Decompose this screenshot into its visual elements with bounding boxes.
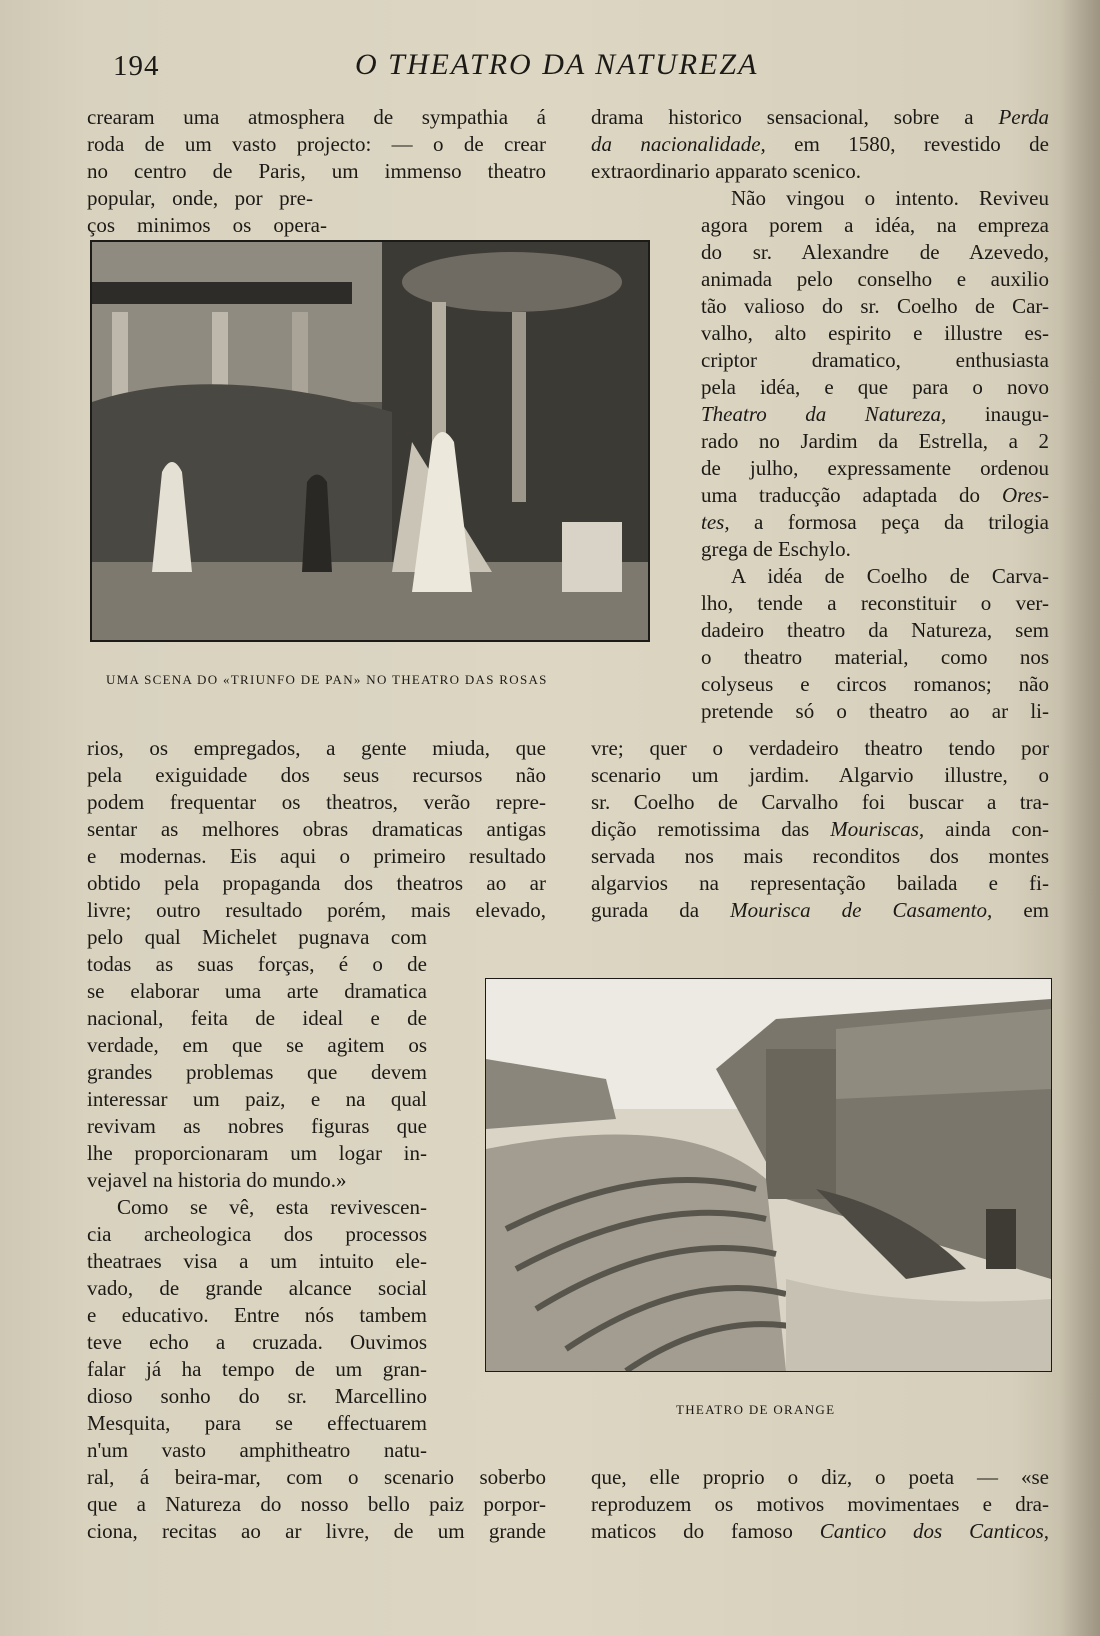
text-line: popular, onde, por pre- <box>87 186 313 210</box>
text-line <box>591 131 1049 158</box>
text-line: roda de um vasto projecto: — o de crear <box>87 132 546 156</box>
text-run: a formosa peça da trilogia <box>729 510 1049 534</box>
text-line: agora porem a idéa, na empreza <box>701 213 1049 237</box>
text-line: pretende só o theatro ao ar li- <box>701 699 1049 723</box>
text-line: crearam uma atmosphera de sympathia á <box>87 105 546 129</box>
italic-title: da nacionalidade, <box>591 132 766 156</box>
text-line: vre; quer o verdadeiro theatro tendo por <box>591 736 1049 760</box>
text-line: criptor dramatico, enthusiasta <box>701 348 1049 372</box>
text-line: livre; outro resultado porém, mais elevado, <box>87 898 546 922</box>
text-line: todas as suas forças, é o de <box>87 952 427 976</box>
italic-title: Theatro da Natureza, <box>701 402 947 426</box>
text-line: rado no Jardim da Estrella, a 2 <box>701 429 1049 453</box>
italic-title: tes, <box>701 510 730 534</box>
text-line: reproduzem os motivos movimentaes e dra- <box>591 1492 1049 1516</box>
photo-caption: UMA SCENA DO «TRIUNFO DE PAN» NO THEATRO DAS ROSAS <box>106 672 548 687</box>
text-line: servada nos mais reconditos dos montes <box>591 844 1049 868</box>
italic-title: Cantico dos Canticos, <box>819 1519 1049 1543</box>
text-run: em 1580, revestido de <box>765 132 1049 156</box>
text-line: pela idéa, e que para o novo <box>701 375 1049 399</box>
text-line: pela exiguidade dos seus recursos não <box>87 763 546 787</box>
text-line: grega de Eschylo. <box>701 537 851 561</box>
text-line <box>701 401 1049 428</box>
text-line: e educativo. Entre nós tambem <box>87 1303 427 1327</box>
text-line: algarvios na representação bailada e fi- <box>591 871 1049 895</box>
text-line: cia archeologica dos processos <box>87 1222 427 1246</box>
text-line: dioso sonho do sr. Marcellino <box>87 1384 427 1408</box>
text-line <box>701 509 1049 536</box>
text-line: ciona, recitas ao ar livre, de um grande <box>87 1519 546 1543</box>
text-line: theatraes visa a um intuito ele- <box>87 1249 427 1273</box>
text-line: se elaborar uma arte dramatica <box>87 979 427 1003</box>
text-line: ços minimos os opera- <box>87 213 327 237</box>
text-run: em <box>992 898 1049 922</box>
text-line <box>701 482 1049 509</box>
text-line: valho, alto espirito e illustre es- <box>701 321 1049 345</box>
italic-title: Ores- <box>1001 483 1049 507</box>
photo-triunfo-de-pan <box>90 240 650 642</box>
text-line: no centro de Paris, um immenso theatro <box>87 159 546 183</box>
text-run: uma traducção adaptada do <box>701 483 1002 507</box>
text-line: pelo qual Michelet pugnava com <box>87 925 427 949</box>
text-line: sentar as melhores obras dramaticas antigas <box>87 817 546 841</box>
text-line: colyseus e circos romanos; não <box>701 672 1049 696</box>
text-line: nacional, feita de ideal e de <box>87 1006 427 1030</box>
text-line: Como se vê, esta revivescen- <box>117 1195 427 1219</box>
text-line: ral, á beira-mar, com o scenario soberbo <box>87 1465 546 1489</box>
text-line: o theatro material, como nos <box>701 645 1049 669</box>
running-title: O THEATRO DA NATUREZA <box>355 48 759 81</box>
text-line: Mesquita, para se effectuarem <box>87 1411 427 1435</box>
text-line: que a Natureza do nosso bello paiz porpor- <box>87 1492 546 1516</box>
text-run: dição remotissima das <box>591 817 831 841</box>
text-line: que, elle proprio o diz, o poeta — «se <box>591 1465 1049 1489</box>
text-line: podem frequentar os theatros, verão repre- <box>87 790 546 814</box>
text-line: Não vingou o intento. Reviveu <box>731 186 1049 210</box>
text-line: teve echo a cruzada. Ouvimos <box>87 1330 427 1354</box>
text-line: A idéa de Coelho de Carva- <box>731 564 1049 588</box>
text-line: sr. Coelho de Carvalho foi buscar a tra- <box>591 790 1049 814</box>
text-line <box>591 816 1049 843</box>
text-line: vejavel na historia do mundo.» <box>87 1168 347 1192</box>
text-line <box>591 104 1049 131</box>
text-line: do sr. Alexandre de Azevedo, <box>701 240 1049 264</box>
text-line: dadeiro theatro da Natureza, sem <box>701 618 1049 642</box>
text-line: e modernas. Eis aqui o primeiro resultado <box>87 844 546 868</box>
italic-title: Mourisca de Casamento, <box>730 898 993 922</box>
text-run: drama historico sensacional, sobre a <box>591 105 999 129</box>
text-line: vado, de grande alcance social <box>87 1276 427 1300</box>
text-line: n'um vasto amphitheatro natu- <box>87 1438 427 1462</box>
text-line: interessar um paiz, e na qual <box>87 1087 427 1111</box>
text-line: rios, os empregados, a gente miuda, que <box>87 736 546 760</box>
text-run: ainda con- <box>924 817 1049 841</box>
text-line: falar já ha tempo de um gran- <box>87 1357 427 1381</box>
text-line <box>591 1518 1049 1545</box>
page-number: 194 <box>113 50 160 82</box>
text-line: revivam as nobres figuras que <box>87 1114 427 1138</box>
text-line: lhe proporcionaram um logar in- <box>87 1141 427 1165</box>
text-line: grandes problemas que devem <box>87 1060 427 1084</box>
text-line: verdade, em que se agitem os <box>87 1033 427 1057</box>
text-line: scenario um jardim. Algarvio illustre, o <box>591 763 1049 787</box>
text-line: lho, tende a reconstituir o ver- <box>701 591 1049 615</box>
photo-theatro-de-orange <box>485 978 1052 1372</box>
italic-title: Mouriscas, <box>830 817 925 841</box>
photo-caption: THEATRO DE ORANGE <box>676 1402 836 1417</box>
text-line: de julho, expressamente ordenou <box>701 456 1049 480</box>
text-line: obtido pela propaganda dos theatros ao ar <box>87 871 546 895</box>
text-run: maticos do famoso <box>591 1519 820 1543</box>
text-line: extraordinario apparato scenico. <box>591 159 861 183</box>
text-line: animada pelo conselho e auxilio <box>701 267 1049 291</box>
text-run: gurada da <box>591 898 731 922</box>
text-run: inaugu- <box>946 402 1049 426</box>
text-line <box>591 897 1049 924</box>
italic-title: Perda <box>998 105 1049 129</box>
text-line: tão valioso do sr. Coelho de Car- <box>701 294 1049 318</box>
